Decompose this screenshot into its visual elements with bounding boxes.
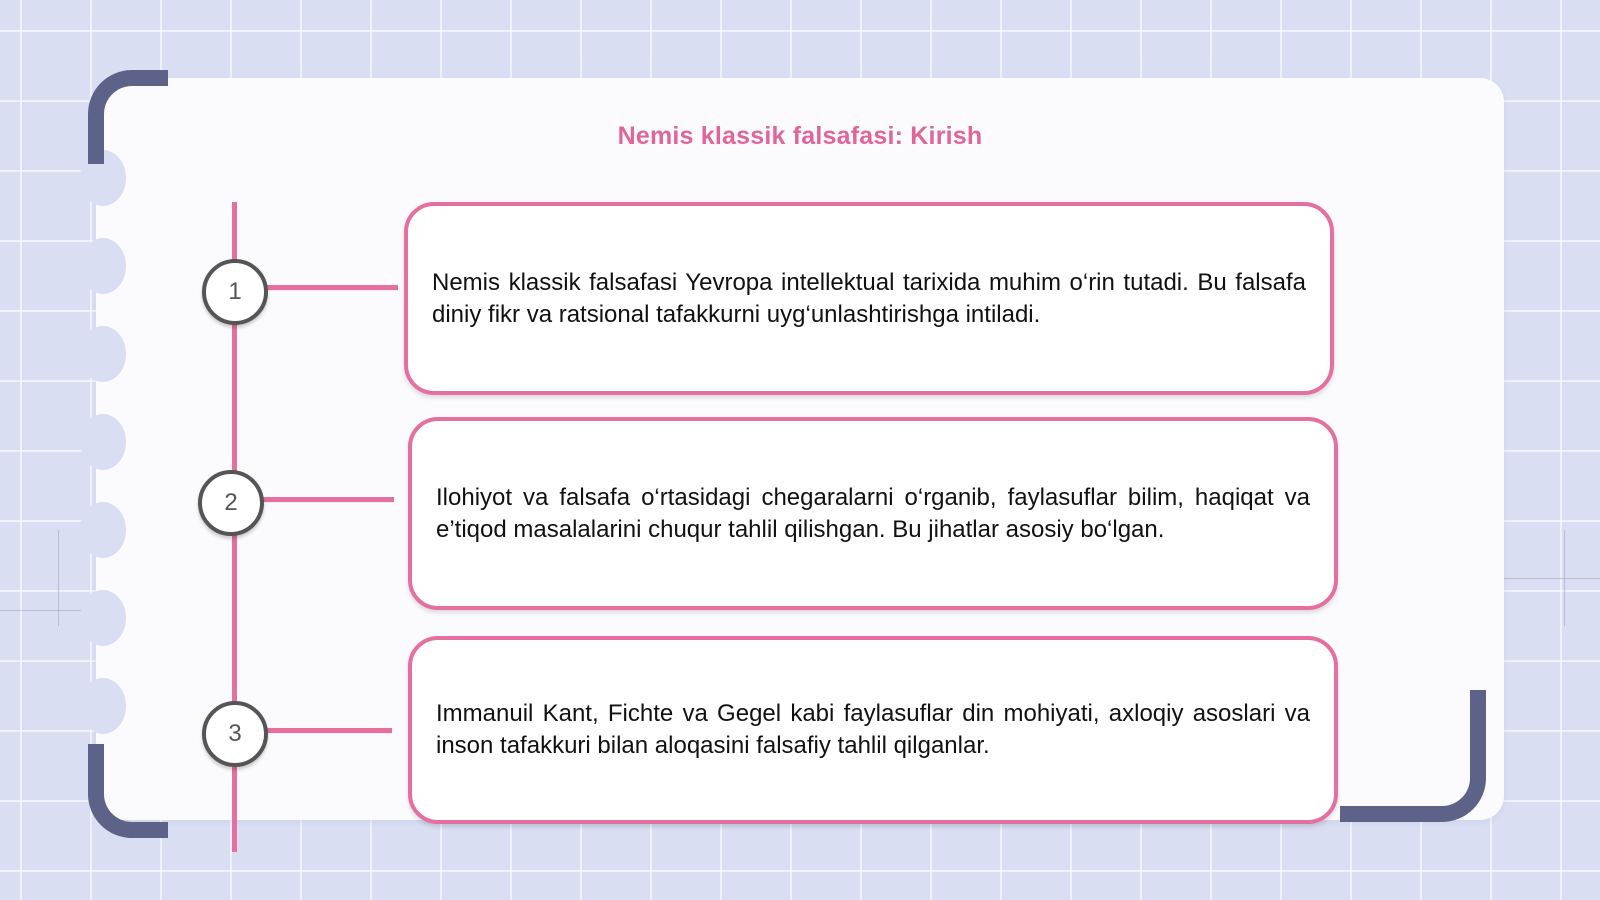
content-text: Ilohiyot va falsafa o‘rtasidagi chegaralarni o‘rganib, faylasuflar bilim, haqiqat va e’tiqod masalalarini chuqur tahlil qilishgan. Bu jihatlar asosiy bo‘lgan. xyxy=(436,483,1310,543)
crosshair-decoration-right-v xyxy=(1564,530,1565,626)
content-box-3 xyxy=(408,636,1338,824)
corner-bracket-bottom-left xyxy=(88,744,168,838)
paper-scallop xyxy=(80,678,126,734)
paper-scallop xyxy=(80,238,126,294)
paper-scallop xyxy=(80,502,126,558)
timeline-connector-3 xyxy=(262,728,392,733)
timeline-node-3 xyxy=(202,701,268,767)
timeline-connector-1 xyxy=(262,285,398,290)
timeline-node-number: 2 xyxy=(224,489,238,516)
content-text: Nemis klassik falsafasi Yevropa intellektual tarixida muhim o‘rin tutadi. Bu falsafa diniy fikr va ratsional tafakkurni uyg‘unlashtirishga intiladi. xyxy=(432,268,1306,328)
timeline-node-number: 3 xyxy=(228,720,242,747)
paper-scallop xyxy=(80,414,126,470)
paper-scallop xyxy=(80,326,126,382)
crosshair-decoration-left-v xyxy=(58,530,59,626)
slide-title: Nemis klassik falsafasi: Kirish xyxy=(617,122,983,150)
content-box-1 xyxy=(404,202,1334,395)
timeline-connector-2 xyxy=(260,497,394,502)
corner-bracket-bottom-right xyxy=(1340,690,1486,822)
timeline-node-number: 1 xyxy=(228,278,242,305)
crosshair-decoration-right xyxy=(1500,578,1600,579)
paper-scallop xyxy=(80,590,126,646)
content-text: Immanuil Kant, Fichte va Gegel kabi faylasuflar din mohiyati, axloqiy asoslari va inson tafakkuri bilan aloqasini falsafiy tahlil qilganlar. xyxy=(436,700,1310,759)
timeline-node-2 xyxy=(198,470,264,536)
timeline-node-1 xyxy=(202,259,268,325)
content-box-2 xyxy=(408,417,1338,610)
